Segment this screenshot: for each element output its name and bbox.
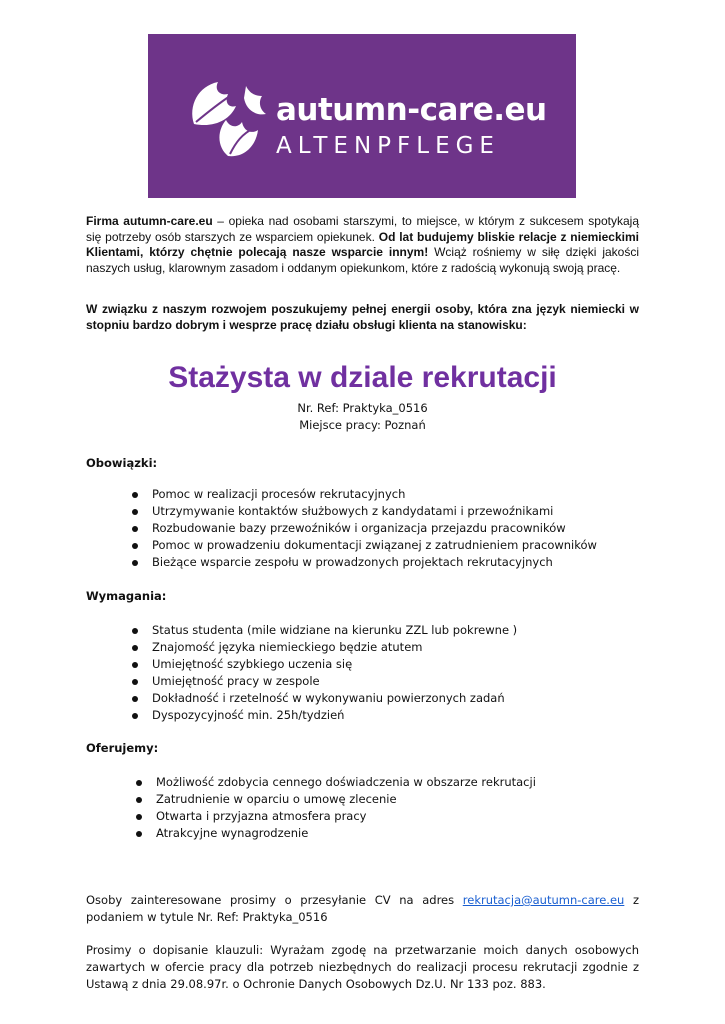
position-intro: W związku z naszym rozwojem poszukujemy pełnej energii osoby, która zna język niemiecki w stopniu bardzo dobrym i wesprze pracę działu obsługi klienta na stanowisku: — [86, 302, 639, 332]
autumn-leaves-icon — [184, 76, 268, 160]
list-item: Dyspozycyjność min. 25h/tydzień — [130, 707, 517, 724]
job-reference: Nr. Ref: Praktyka_0516 — [297, 401, 428, 415]
brand-name: autumn-care.eu — [276, 92, 547, 128]
contact-text-after: z podaniem w tytule Nr. Ref: Praktyka_0516 — [86, 893, 639, 924]
intro-bold-statement: Od lat budujemy bliskie relacje z niemieckimi Klientami, którzy chętnie polecają nasze wsparcie innym! — [86, 229, 639, 259]
list-item: Możliwość zdobycia cennego doświadczenia w obszarze rekrutacji — [134, 774, 536, 791]
list-item: Dokładność i rzetelność w wykonywaniu powierzonych zadań — [130, 690, 517, 707]
duties-list — [130, 486, 597, 571]
intro-company-name: Firma autumn-care.eu — [86, 214, 213, 228]
intro-text-b: Wciąż rośniemy w siłę dzięki jakości naszych usług, klarownym zasadom i oddanym opiekunkom, które z radością wykonują swoją pracę. — [86, 245, 639, 275]
contact-paragraph — [86, 892, 639, 926]
offer-list — [134, 774, 536, 842]
consent-clause: Prosimy o dopisanie klauzuli: Wyrażam zgodę na przetwarzanie moich danych osobowych zawartych w ofercie pracy dla potrzeb niezbędnych do realizacji procesu rekrutacji zgodnie z Ustawą z dnia 29.08.97r. o Ochronie Danych Osobowych Dz.U. Nr 133 poz. 883. — [86, 943, 639, 991]
list-item: Zatrudnienie w oparciu o umowę zlecenie — [134, 791, 536, 808]
offer-heading: Oferujemy: — [86, 741, 159, 755]
list-item: Status studenta (mile widziane na kierunku ZZL lub pokrewne ) — [130, 622, 517, 639]
list-item: Utrzymywanie kontaktów służbowych z kandydatami i przewoźnikami — [130, 503, 597, 520]
list-item: Otwarta i przyjazna atmosfera pracy — [134, 808, 536, 825]
brand-tagline: ALTENPFLEGE — [276, 133, 500, 159]
intro-text-a: – opieka nad osobami starszymi, to miejsce, w którym z sukcesem spotykają się potrzeby osób starszych ze wsparciem opiekunek. — [86, 214, 639, 244]
list-item: Pomoc w prowadzeniu dokumentacji związanej z zatrudnieniem pracowników — [130, 537, 597, 554]
list-item: Umiejętność pracy w zespole — [130, 673, 517, 690]
list-item: Atrakcyjne wynagrodzenie — [134, 825, 536, 842]
intro-paragraph — [86, 214, 639, 276]
company-banner — [148, 34, 576, 198]
list-item: Znajomość języka niemieckiego będzie atutem — [130, 639, 517, 656]
list-item: Umiejętność szybkiego uczenia się — [130, 656, 517, 673]
list-item: Bieżące wsparcie zespołu w prowadzonych projektach rekrutacyjnych — [130, 554, 597, 571]
requirements-list — [130, 622, 517, 724]
duties-heading: Obowiązki: — [86, 456, 158, 470]
requirements-heading: Wymagania: — [86, 589, 167, 603]
job-location: Miejsce pracy: Poznań — [299, 418, 426, 432]
list-item: Pomoc w realizacji procesów rekrutacyjnych — [130, 486, 597, 503]
list-item: Rozbudowanie bazy przewoźników i organizacja przejazdu pracowników — [130, 520, 597, 537]
email-link[interactable]: rekrutacja@autumn-care.eu — [462, 893, 625, 907]
contact-text-before: Osoby zainteresowane prosimy o przesyłanie CV na adres — [86, 893, 463, 907]
job-title: Stażysta w dziale rekrutacji — [168, 361, 557, 394]
